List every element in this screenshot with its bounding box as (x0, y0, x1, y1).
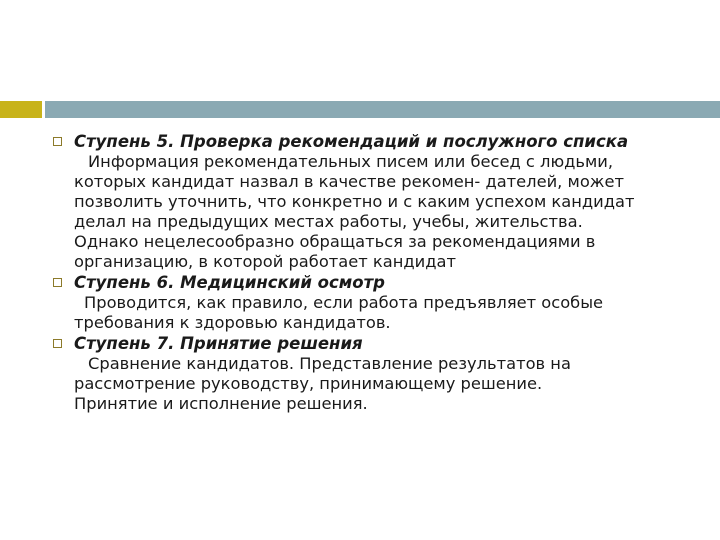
step-text-line: Сравнение кандидатов. Представление результатов на (88, 354, 571, 373)
list-item (50, 131, 690, 272)
square-bullet-icon (53, 137, 62, 146)
square-bullet-icon (53, 278, 62, 287)
step-text-line: требования к здоровью кандидатов. (74, 313, 391, 332)
header-bar (0, 101, 720, 118)
step-text-line: рассмотрение руководству, принимающему решение. (74, 374, 543, 393)
list-item (50, 272, 690, 333)
step-text-line: Принятие и исполнение решения. (74, 394, 368, 413)
step-text-line: Проводится, как правило, если работа предъявляет особые (84, 293, 604, 312)
step-text-line: Информация рекомендательных писем или бесед с людьми, (88, 152, 614, 171)
step-text-line: делал на предыдущих местах работы, учебы, жительства. (74, 212, 583, 231)
step-text-line: Однако нецелесообразно обращаться за рекомендациями в (74, 232, 596, 251)
step-heading: Ступень 7. Принятие решения (74, 334, 363, 353)
step-text-line: которых кандидат назвал в качестве рекомен- дателей, может (74, 172, 624, 191)
step-text-line: организацию, в которой работает кандидат (74, 252, 456, 271)
list-item (50, 333, 690, 414)
step-text-line: позволить уточнить, что конкретно и с каким успехом кандидат (74, 192, 635, 211)
step-heading: Ступень 5. Проверка рекомендаций и послужного списка (74, 132, 629, 151)
square-bullet-icon (53, 339, 62, 348)
slide-content (50, 131, 690, 414)
step-heading: Ступень 6. Медицинский осмотр (74, 273, 385, 292)
header-band (45, 101, 720, 118)
header-accent-block (0, 101, 42, 118)
